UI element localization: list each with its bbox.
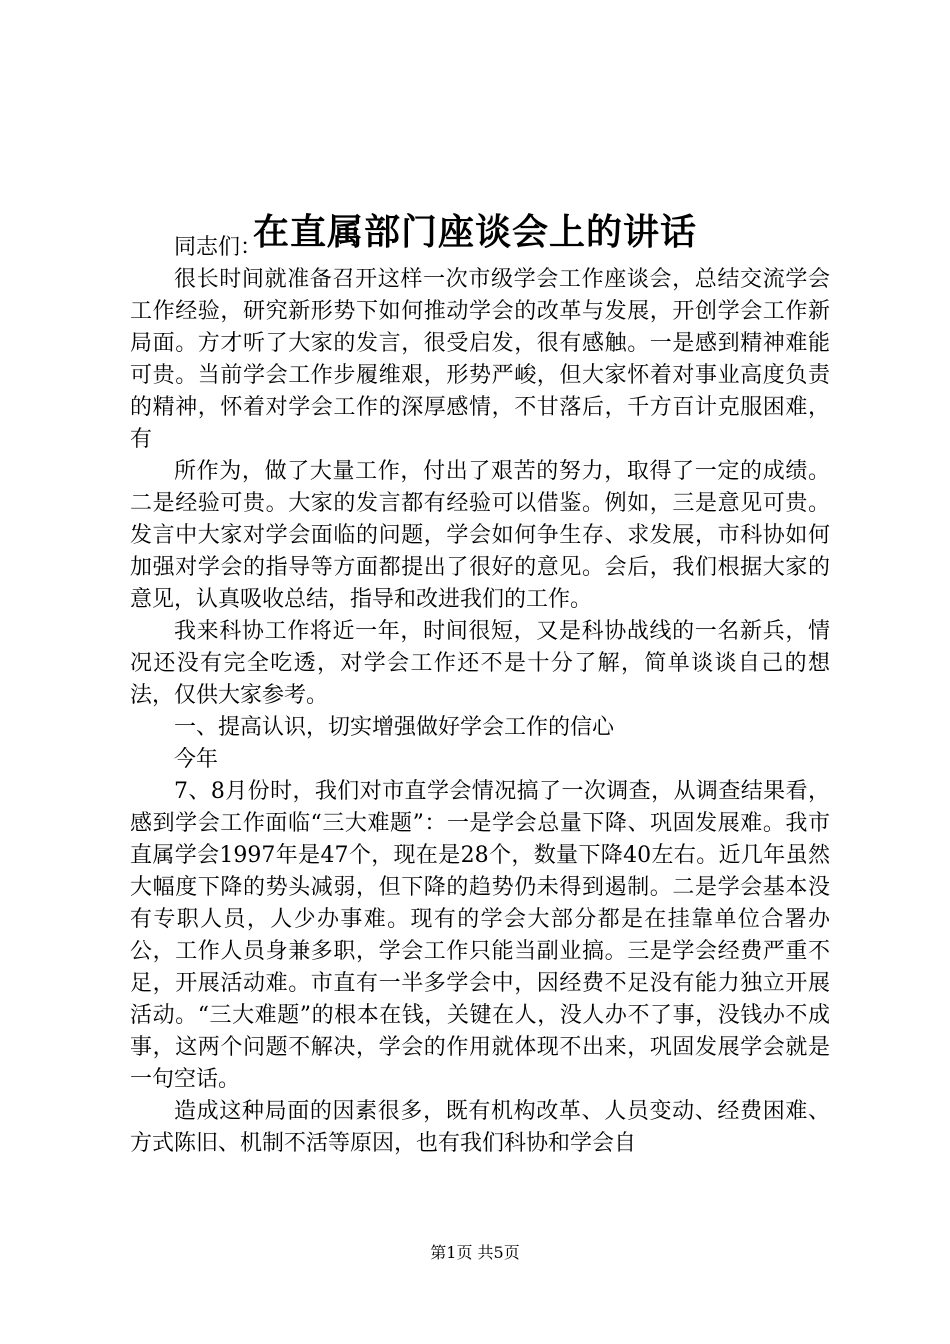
document-title: 在直属部门座谈会上的讲话 [252,211,697,254]
paragraph: 造成这种局面的因素很多，既有机构改革、人员变动、经费困难、方式陈旧、机制不活等原因，也有我们科协和学会自 [130,1099,830,1156]
page-footer: 第1页 共5页 [430,1243,520,1262]
paragraph: 很长时间就准备召开这样一次市级学会工作座谈会，总结交流学会工作经验，研究新形势下如何推动学会的改革与发展，开创学会工作新局面。方才听了大家的发言，很受启发，很有感触。一是感到精神难能可贵。当前学会工作步履维艰，形势严峻，但大家怀着对事业高度负责的精神，怀着对学会工作的深厚感情，不甘落后，千方百计克服困难，有 [130,267,830,452]
paragraph: 今年 [174,747,219,772]
paragraph: 7、8月份时，我们对市直学会情况搞了一次调查，从调查结果看，感到学会工作面临“三大难题”：一是学会总量下降、巩固发展难。我市直属学会1997年是47个，现在是28个，数量下降40左右。近几年虽然大幅度下降的势头减弱，但下降的趋势仍未得到遏制。二是学会基本没有专职人员，人少办事难。现有的学会大部分都是在挂靠单位合署办公，工作人员身兼多职，学会工作只能当副业搞。三是学会经费严重不足，开展活动难。市直有一半多学会中，因经费不足没有能力独立开展活动。“三大难题”的根本在钱，关键在人，没人办不了事，没钱办不成事，这两个问题不解决，学会的作用就体现不出来，巩固发展学会就是一句空话。 [130,779,830,1092]
document-body [130,232,830,1160]
paragraph: 所作为，做了大量工作，付出了艰苦的努力，取得了一定的成绩。二是经验可贵。大家的发言都有经验可以借鉴。例如，三是意见可贵。发言中大家对学会面临的问题，学会如何争生存、求发展，市科协如何加强对学会的指导等方面都提出了很好的意见。会后，我们根据大家的意见，认真吸收总结，指导和改进我们的工作。 [130,459,830,612]
paragraph: 我来科协工作将近一年，时间很短，又是科协战线的一名新兵，情况还没有完全吃透，对学会工作还不是十分了解，简单谈谈自己的想法，仅供大家参考。 [130,619,830,708]
section-heading: 一、提高认识，切实增强做好学会工作的信心 [174,715,615,740]
paragraph-salutation: 同志们： [174,235,263,260]
